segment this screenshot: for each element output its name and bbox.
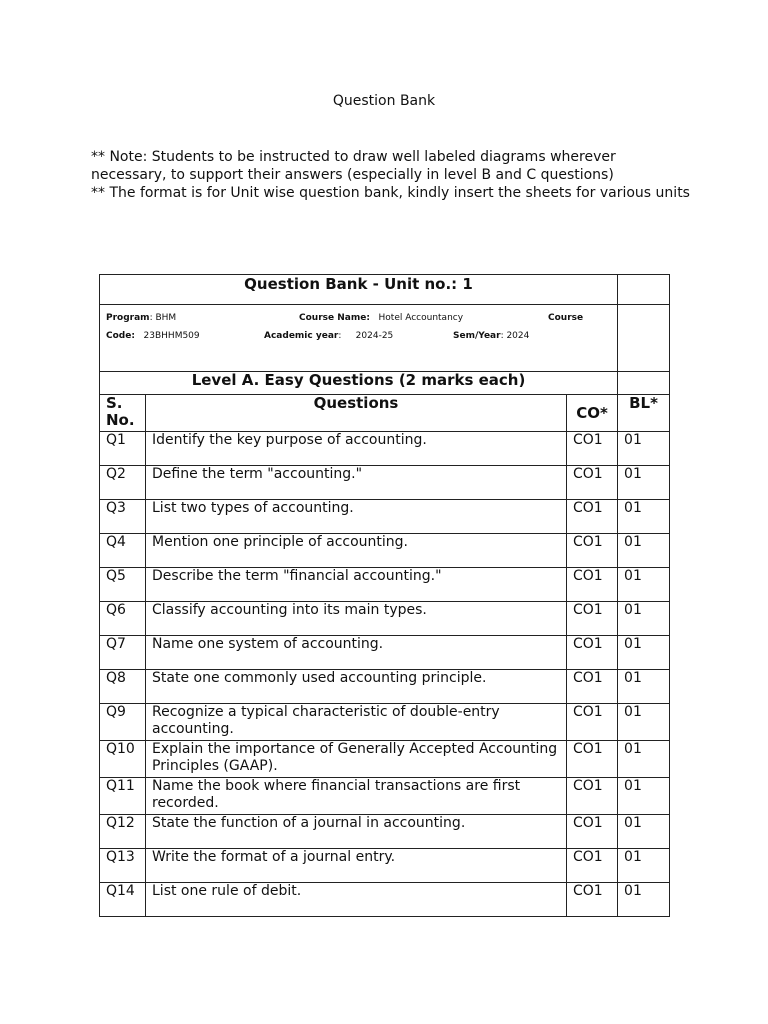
- row-question: Write the format of a journal entry.: [146, 849, 567, 883]
- row-sno: Q3: [100, 500, 146, 534]
- row-bl: 01: [618, 670, 670, 704]
- row-question: State the function of a journal in accounting.: [146, 815, 567, 849]
- row-co: CO1: [567, 534, 618, 568]
- col-header-questions: Questions: [146, 395, 567, 432]
- table-row: [100, 883, 670, 917]
- table-row: [100, 849, 670, 883]
- academic-year-label: Academic year: [264, 331, 339, 341]
- row-co: CO1: [567, 466, 618, 500]
- table-row: [100, 602, 670, 636]
- row-sno: Q12: [100, 815, 146, 849]
- row-sno: Q13: [100, 849, 146, 883]
- level-heading: Level A. Easy Questions (2 marks each): [100, 372, 618, 395]
- program-value: : BHM: [149, 313, 177, 323]
- notes: [91, 148, 691, 202]
- row-question: Mention one principle of accounting.: [146, 534, 567, 568]
- row-co: CO1: [567, 849, 618, 883]
- row-bl: 01: [618, 534, 670, 568]
- row-bl: 01: [618, 636, 670, 670]
- row-co: CO1: [567, 432, 618, 466]
- row-bl: 01: [618, 500, 670, 534]
- row-question: Name the book where financial transactions are first recorded.: [146, 778, 567, 815]
- row-question: Explain the importance of Generally Accepted Accounting Principles (GAAP).: [146, 741, 567, 778]
- table-heading: Question Bank - Unit no.: 1: [100, 275, 618, 305]
- row-co: CO1: [567, 778, 618, 815]
- question-bank-table: [99, 274, 670, 917]
- row-sno: Q1: [100, 432, 146, 466]
- note-2: ** The format is for Unit wise question bank, kindly insert the sheets for various units: [91, 185, 690, 201]
- table-row: [100, 704, 670, 741]
- row-question: List one rule of debit.: [146, 883, 567, 917]
- row-bl: 01: [618, 741, 670, 778]
- table-row: [100, 670, 670, 704]
- row-bl: 01: [618, 704, 670, 741]
- row-question: Classify accounting into its main types.: [146, 602, 567, 636]
- table-row: [100, 432, 670, 466]
- row-sno: Q11: [100, 778, 146, 815]
- table-row: [100, 741, 670, 778]
- program-label: Program: [106, 313, 150, 323]
- row-bl: 01: [618, 778, 670, 815]
- row-co: CO1: [567, 500, 618, 534]
- row-co: CO1: [567, 883, 618, 917]
- note-1: ** Note: Students to be instructed to draw well labeled diagrams wherever necessary, to support their answers (especially in level B and C questions): [91, 149, 616, 183]
- table-row: [100, 466, 670, 500]
- row-bl: 01: [618, 883, 670, 917]
- row-sno: Q10: [100, 741, 146, 778]
- course-name-label: Course Name:: [299, 313, 370, 323]
- row-co: CO1: [567, 815, 618, 849]
- row-co: CO1: [567, 670, 618, 704]
- course-name-value: Hotel Accountancy: [378, 313, 464, 323]
- row-bl: 01: [618, 568, 670, 602]
- table-row: [100, 636, 670, 670]
- row-question: Name one system of accounting.: [146, 636, 567, 670]
- row-bl: 01: [618, 849, 670, 883]
- row-sno: Q9: [100, 704, 146, 741]
- row-question: State one commonly used accounting principle.: [146, 670, 567, 704]
- row-sno: Q2: [100, 466, 146, 500]
- row-question: List two types of accounting.: [146, 500, 567, 534]
- course-meta: [100, 305, 618, 372]
- col-header-bl: BL*: [618, 395, 670, 432]
- course-code-label: Course: [548, 313, 584, 323]
- table-row: [100, 815, 670, 849]
- row-sno: Q7: [100, 636, 146, 670]
- row-question: Define the term "accounting.": [146, 466, 567, 500]
- row-bl: 01: [618, 815, 670, 849]
- empty-cell: [618, 305, 670, 372]
- row-question: Describe the term "financial accounting.": [146, 568, 567, 602]
- sem-year-label: Sem/Year: [453, 331, 501, 341]
- row-co: CO1: [567, 704, 618, 741]
- row-bl: 01: [618, 432, 670, 466]
- sem-year-value: : 2024: [500, 331, 530, 341]
- row-sno: Q4: [100, 534, 146, 568]
- course-code-value: 23BHHM509: [143, 331, 200, 341]
- row-question: Recognize a typical characteristic of double-entry accounting.: [146, 704, 567, 741]
- row-bl: 01: [618, 466, 670, 500]
- row-sno: Q14: [100, 883, 146, 917]
- table-row: [100, 778, 670, 815]
- row-co: CO1: [567, 602, 618, 636]
- table-row: [100, 568, 670, 602]
- col-header-sno: S. No.: [100, 395, 146, 432]
- document-title: Question Bank: [332, 93, 436, 109]
- row-question: Identify the key purpose of accounting.: [146, 432, 567, 466]
- row-co: CO1: [567, 568, 618, 602]
- code-label: Code:: [106, 331, 135, 341]
- col-header-co: CO*: [567, 395, 618, 432]
- table-row: [100, 500, 670, 534]
- row-co: CO1: [567, 741, 618, 778]
- row-co: CO1: [567, 636, 618, 670]
- empty-cell: [618, 372, 670, 395]
- row-sno: Q6: [100, 602, 146, 636]
- row-bl: 01: [618, 602, 670, 636]
- row-sno: Q5: [100, 568, 146, 602]
- table-row: [100, 534, 670, 568]
- row-sno: Q8: [100, 670, 146, 704]
- academic-year-value: : 2024-25: [338, 331, 394, 341]
- empty-cell: [618, 275, 670, 305]
